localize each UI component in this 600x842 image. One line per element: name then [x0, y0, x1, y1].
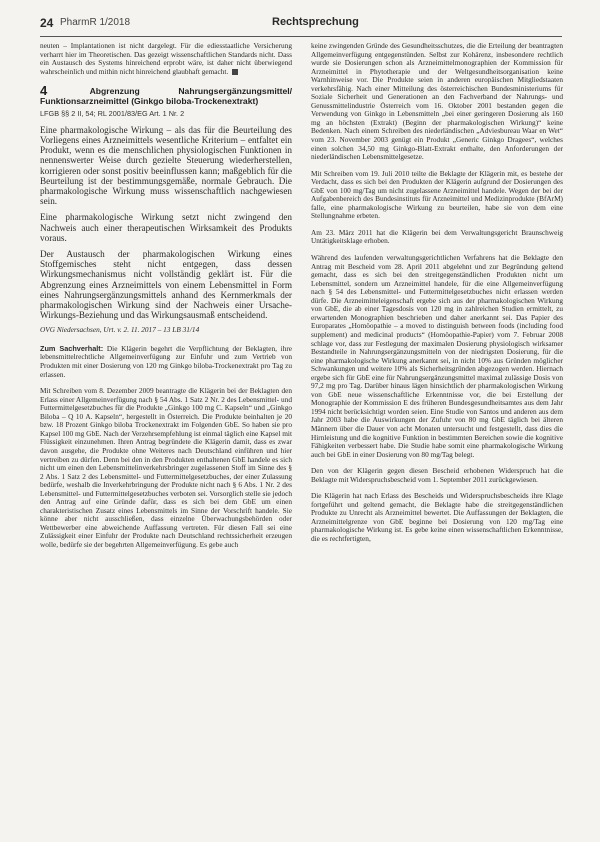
headnote-3: Der Austausch der pharmakologischen Wirkung eines Stoffgemisches steht nicht entgegen, dass dessen Wirkungsmechanismus nicht vollständig geklärt ist. Für die Abgrenzung eines Arzneimittels von einem Lebensmittel in Form eines Nahrungsergänzungsmittels anhand des Kernmerkmals der pharmakologischen Wirkung sind der Nachweis einer Ursache-Wirkungs-Beziehung und das Wirkungsausmaß entscheidend. — [40, 248, 292, 321]
facts-label: Zum Sachverhalt: — [40, 343, 104, 353]
body-paragraph-4: Während des laufenden verwaltungsgerichtlichen Verfahrens hat die Beklagte den Antrag mit Bescheid vom 28. April 2011 abgelehnt und zur Begründung geltend gemacht, dass es sich bei den streitgegenständlichen Produkten nicht um Lebensmittel, sondern um Arzneimittel handele, für die eine Allgemeinverfügung nach § 54 des Lebensmittel- und Futtermittelgesetzbuches nicht erlassen werden dürfe. Die Arzneimitteleigenschaft ergebe sich aus der pharmakologischen Wirkung von GbE, die ab einer Tagesdosis von 120 mg in zahlreichen Studien ermittelt, zu erwartenden Monographien beschrieben und daher anerkannt sei. Das Papier des Europarates „Homöopathie – a moved to distinguish between foods (including food supplement) and medicinal products“ (Homöopathie-Papier) vom 7. Februar 2008 schlage vor, dass zur Festlegung der maximalen Dosierung physiologisch wirksamer Bestandteile in Nahrungsergänzungsmitteln von der niedrigsten Dosierung, für die eine pharmakologische Wirkung anerkannt sei, in nicht 10% aus Gründen möglicher Schwankungen und weitere 10% als Sicherheitsgründen abgezogen werden. Hiernach ergebe sich für GbE eine für Nahrungsergänzungsmittel maximal zulässige Dosis von 97,2 mg pro Tag. Darüber hinaus lägen hinsichtlich der pharmakologischen Wirkung von GbE neue wissenschaftliche Erkenntnisse vor, die bei Erstellung der Monographie der Kommission E des früheren Bundesgesundheitsamtes aus dem Jahr 1994 nicht berücksichtigt worden seien. Eine Studie von Santos und anderen aus dem Jahr 2003 habe die Auswirkungen der Zufuhr von 80 mg GbE täglich bei älteren Männern über die Dauer von acht Monaten untersucht und festgestellt, dass dies die Hirnleistung und die kognitive Funktion in bestimmten Bereichen sowie die kognitive Fähigkeiten verbessert habe. Die Studie habe somit eine pharmakologische Wirkung auch bei GbE in einer Dosierung von 80 mg/Tag belegt. — [311, 253, 563, 459]
court-citation: OVG Niedersachsen, Urt. v. 2. 11. 2017 – 13 LB 31/14 — [40, 325, 200, 335]
body-paragraph-1: keine zwingenden Gründe des Gesundheitsschutzes, die die Erteilung der beantragten Allgemeinverfügung entgegenstünden. Selbst zur Kohärenz, insbesondere rechtlich wurde sie Dosierungen schon als Arzneimittelmonographien der Kommission für Arzneimittel in Phytotherapie und der Weltgesundheitsorganisation keine Warnhinweise vor. Die Produkte seien in anderen europäischen Mitgliedstaaten verkehrsfähig. Nach einer Mitteilung des österreichischen Bundesministeriums für Soziale Sicherheit und Generationen an den Fachverband der Nahrungs- und Genussmittelindustrie Österreich vom 16. Oktober 2001 bestanden gegen die Verwendung von Ginkgo in Lebensmitteln „bei einer geringeren Dosierung als 160 mg an höchsten (Extrakt) (Beginn der pharmakologischen Wirkung)“ keine Bedenken. Nach einem Schreiben des niederländischen „Adviesbureau Waar en Wet“ vom 23. November 2003 genügt ein Produkt „Generic Ginkgo Dragees“, welches einen solchen 34,50 mg Ginkgo-Blatt-Extrakt enthalte, den Anforderungen der niederländischen Lebensmittelgesetze. — [311, 41, 563, 162]
page-number: 24 — [40, 16, 54, 30]
body-paragraph-6: Die Klägerin hat nach Erlass des Bescheids und Widerspruchsbescheids ihre Klage fortgeführt und geltend gemacht, die Beklagte habe die streitgegenständlichen Produkte zu Unrecht als Arzneimittel bewertet. Die Auffassungen der Beklagten, die Arzneimittelgrenze von GbE beginne bei Dosierung von 120 mg/Tag eine pharmakologische Wirkung ist. Es gebe keine einen wissenschaftlichen Erkenntnisse, die es rechtfertigten, — [311, 491, 563, 543]
right-column — [311, 42, 563, 552]
left-column — [40, 42, 292, 558]
journal-name: PharmR 1/2018 — [60, 17, 131, 28]
body-paragraph-3: Am 23. März 2011 hat die Klägerin bei dem Verwaltungsgericht Braunschweig Untätigkeitsklage erhoben. — [311, 227, 563, 246]
case-number: 4 — [40, 83, 48, 99]
page-header — [40, 14, 562, 37]
case-title: Abgrenzung Nahrungsergänzungsmittel/ Funktionsarzneimittel (Ginkgo biloba-Trockenextrakt) — [40, 86, 292, 107]
case-heading — [40, 83, 292, 107]
headnote-1: Eine pharmakologische Wirkung – als das für die Beurteilung des Vorliegens eines Arzneimittels wesentliche Kriterium – entfaltet ein Produkt, wenn es die menschlichen physiologischen Funktionen in nennenswerter Weise durch gezielte Steuerung wiederherstellen, korrigieren oder sonst positiv beeinflussen kann; maßgeblich für die Beurteilung ist der bestimmungsgemäße, normale Gebrauch. Die pharmakologische Wirkung muss wissenschaftlich nachgewiesen sein. — [40, 124, 292, 207]
body-paragraph-2: Mit Schreiben vom 19. Juli 2010 teilte die Beklagte der Klägerin mit, es bestehe der Verdacht, dass es sich bei den Produkten der Klägerin aufgrund der Dosierungen des GbE von 100 mg/Tag um nicht zugelassene Arzneimittel handele. Wegen der bei der Aufgabenbereich des Bundesinstituts für Arzneimittel und Medizinprodukte (BfArM) falle, eine pharmakologische Wirkung zu beurteilen, habe sie von dem eine Stellungnahme erbeten. — [311, 168, 563, 221]
intro-paragraph: neuten – Implantationen ist nicht dargelegt. Für die ediesstaatliche Versicherung verharrt hier im Theoretischen. Das gezeigt wissenschaftlichen Standards nicht. Dass ein Austausch des Systems hinreichend erprobt wäre, ist daher nicht überwiegend wahrscheinlich und mithin nicht hinreichend glaubhaft gemacht. — [40, 41, 292, 76]
facts-paragraph: Zum Sachverhalt: Die Klägerin begehrt die Verpflichtung der Beklagten, ihre lebensmittelrechtliche Allgemeinverfügung zur Einfuhr und zum Vertrieb von Produkten mit einer Dosierung von 120 mg Ginkgo biloba-Trockenextrakt pro Tag zu erlassen. — [40, 343, 293, 379]
section-title: Rechtsprechung — [272, 16, 359, 28]
body-paragraph: Mit Schreiben vom 8. Dezember 2009 beantragte die Klägerin bei der Beklagten den Erlass einer Allgemeinverfügung nach § 54 Abs. 1 Satz 2 Nr. 2 des Lebensmittel- und Futtermittelgesetzbuches für die Produkte „Ginkgo 100 mg C. Kapseln“ und „Ginkgo Biloba – Q 10 A. Kapseln“, hergestellt in Österreich. Die Produkte beinhalten je 20 bzw. 18 Prozent Ginkgo biloba Trockenextrakt im Folgenden GbE. So haben sie pro Kapsel 100 mg GbE. Nach der Verzehrsempfehlung ist einmal täglich eine Kapsel mit Flüssigkeit einzunehmen. Ihren Antrag begründete die Klägerin damit, dass es zwar davon ausgehe, die Produkte ohne Weiteres nach Deutschland einführen und hier vertreiben zu dürfen. Denn bei den in den Produkten enthaltenen GbE handele es sich nicht um einen den Lebensmittelinverkehrsbringer zugelassenen Stoff im Sinne des § 2 Abs. 1 Satz 2 des Lebensmittel- und Futtermittelgesetzbuches, der einer Zulassung bedürfe, weshalb die Inverkehrbringung der Produkte nicht nach § 6 Abs. 1 Nr. 2 des Lebensmittel- und Futtermittelgesetzbuches verboten sei. Vorsorglich stelle sie jedoch den Antrag auf eine Gründe dafür, dass es sich bei dem GbE um einen charakteristischen Zusatz eines Lebensmittels im Sinne der Vorschrift handele. Sie könne aber nicht ausschließen, dass einzelne Überwachungsbehörden oder Wettbewerber eine abweichende Auffassung vertreten. Für diesen Fall sei eine Zulässigkeit einer Einfuhr der Produkte nach Deutschland rechtssicherheit erzeugen wolle, bedürfe sie der begehrten Allgemeinverfügung. Es gebe auch — [40, 386, 292, 549]
headnote-2: Eine pharmakologische Wirkung setzt nicht zwingend den Nachweis auch einer therapeutischen Wirksamkeit des Produkts voraus. — [40, 212, 292, 243]
norm-references: LFGB §§ 2 II, 54; RL 2001/83/EG Art. 1 Nr. 2 — [40, 109, 185, 119]
body-paragraph-5: Den von der Klägerin gegen diesen Bescheid erhobenen Widerspruch hat die Beklagte mit Widerspruchsbescheid vom 1. September 2011 zurückgewiesen. — [311, 466, 563, 484]
end-of-article-mark — [232, 69, 238, 75]
